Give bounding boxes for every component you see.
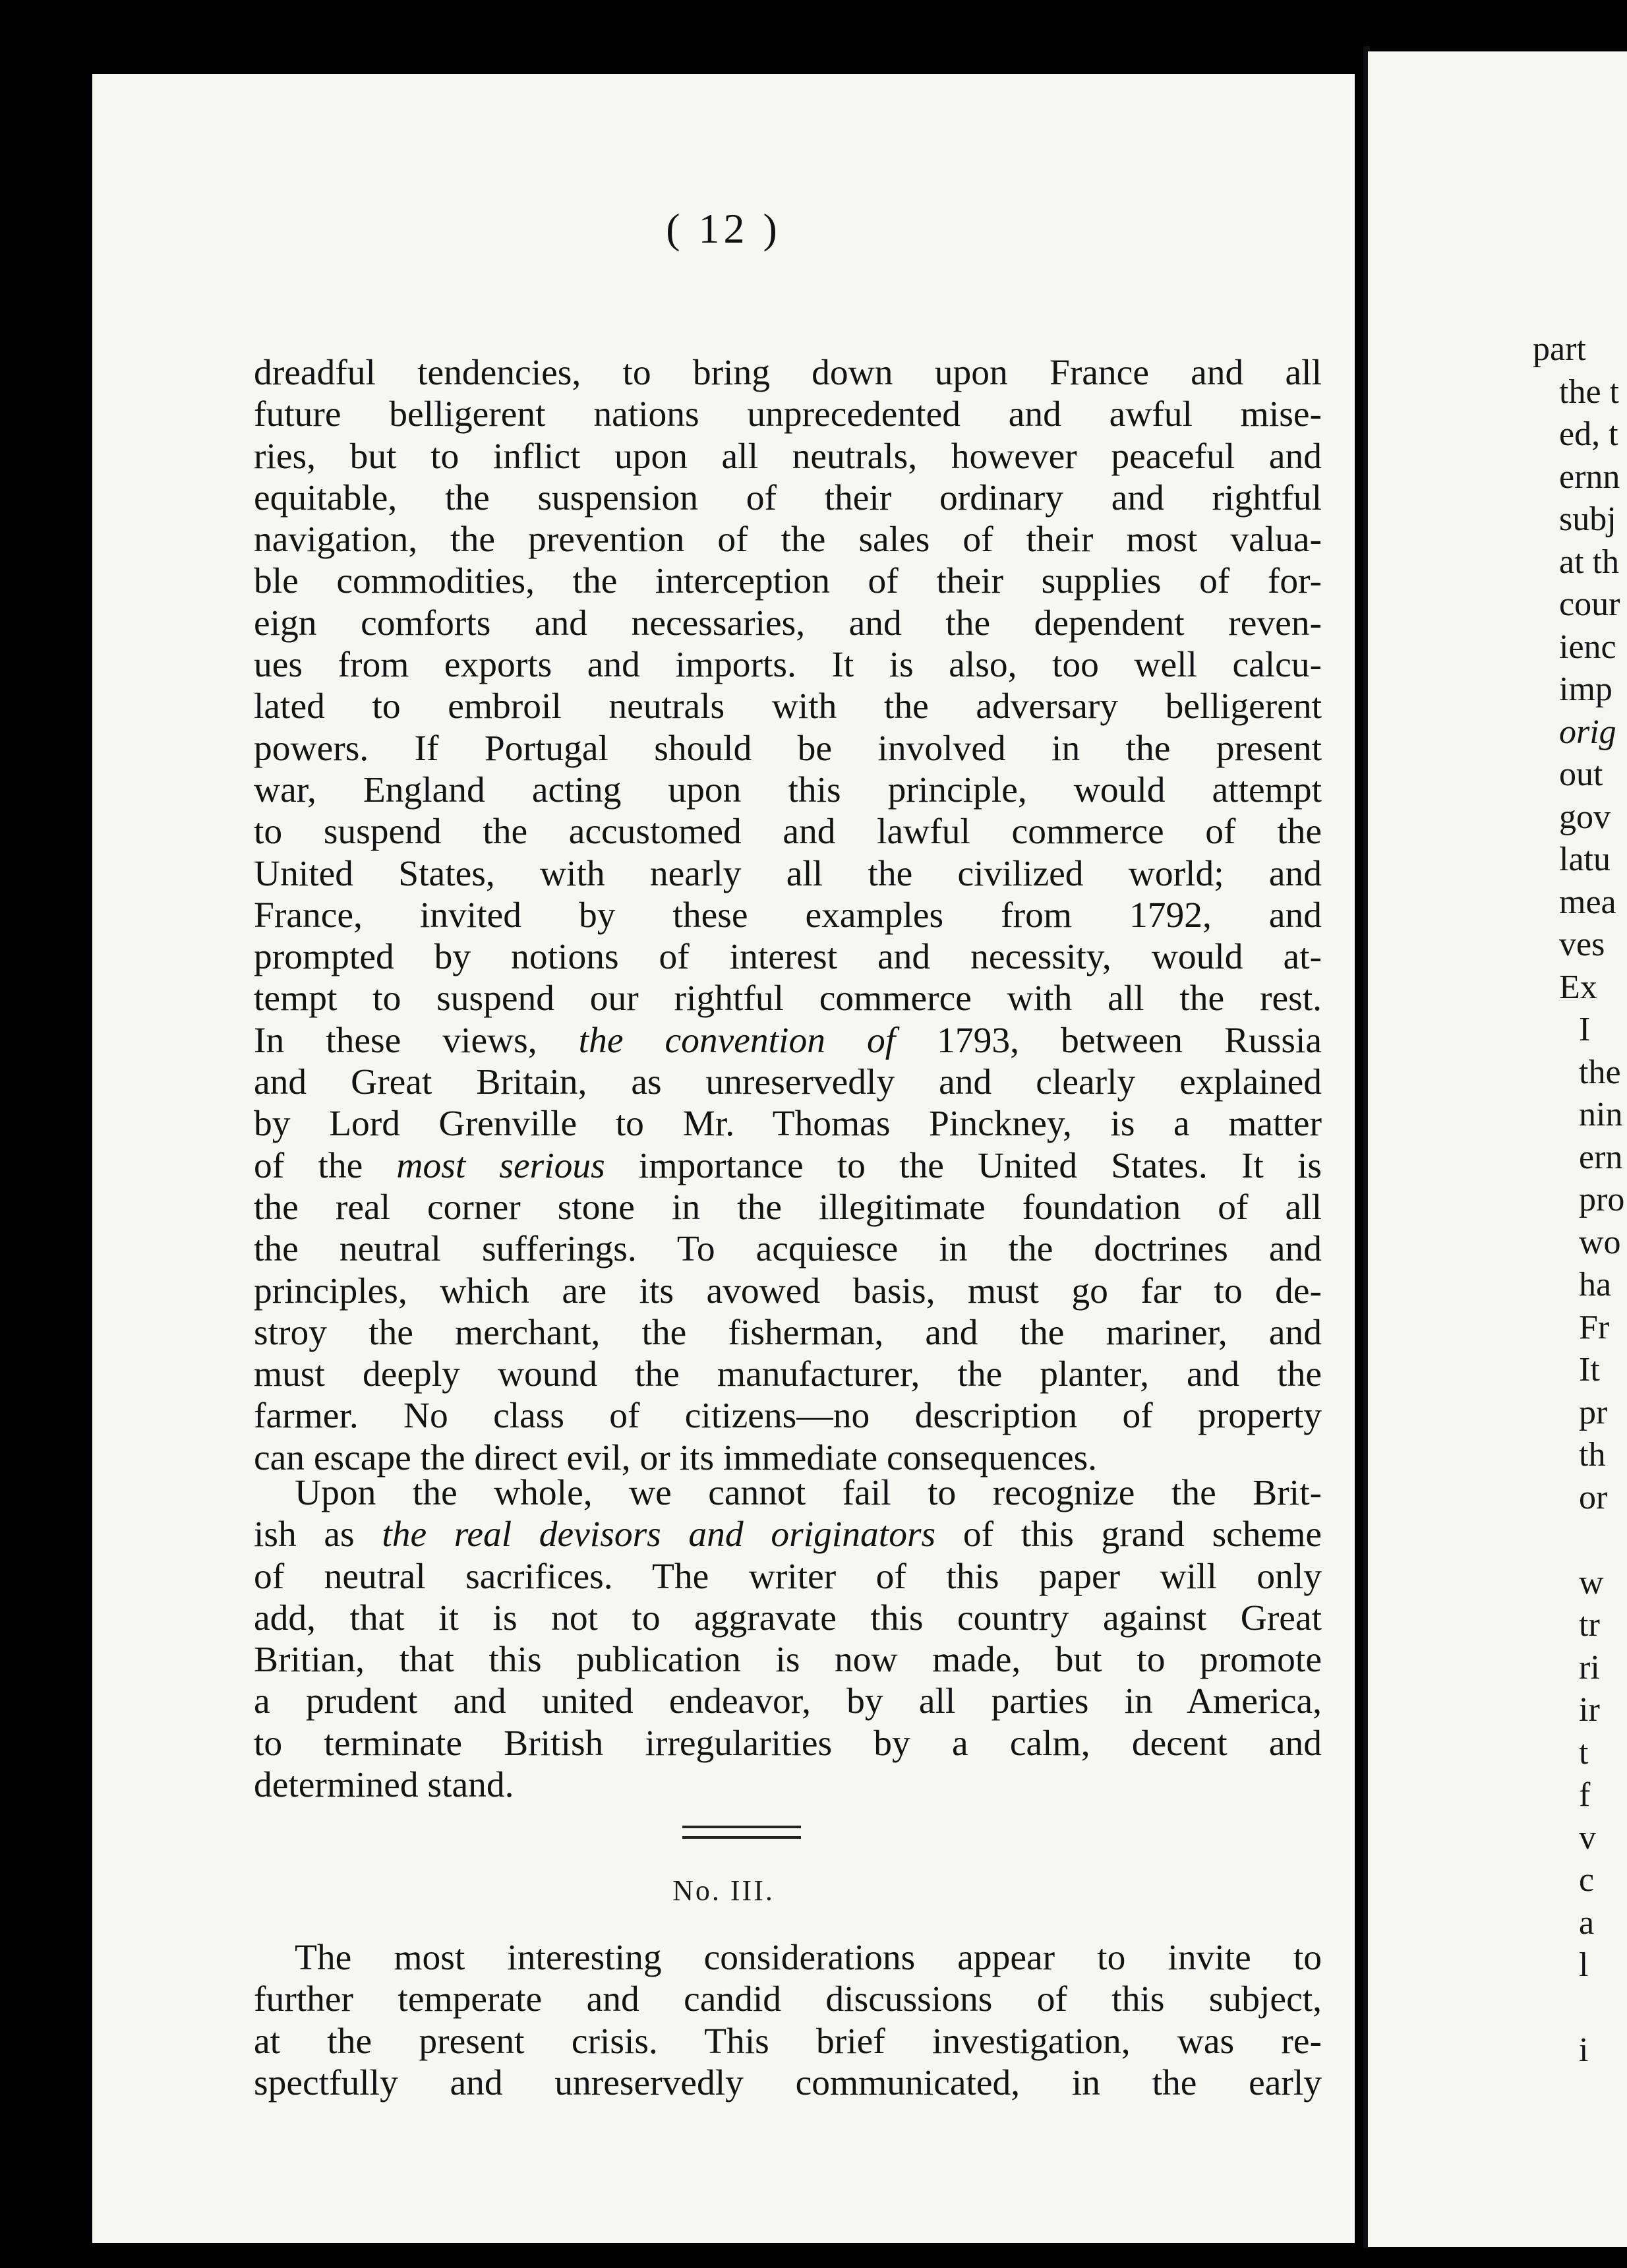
text-line: principles, which are its avowed basis, must go far to de- [254, 1270, 1322, 1311]
paragraph-2 [254, 1472, 1322, 1806]
text-line: ble commodities, the interception of their supplies of for- [254, 561, 1322, 602]
text-line: powers. If Portugal should be involved in the present [254, 728, 1322, 769]
text-line: eign comforts and necessaries, and the dependent reven- [254, 603, 1322, 643]
right-page-fragment: i [1579, 2031, 1589, 2069]
text-line: the real corner stone in the illegitimate foundation of all [254, 1187, 1322, 1228]
right-page-fragment: latu [1559, 841, 1611, 878]
right-page-fragment: orig [1559, 713, 1616, 751]
text-line: tempt to suspend our rightful commerce with all the rest. [254, 978, 1322, 1019]
right-page-fragment: ha [1579, 1266, 1612, 1303]
text-line: to terminate British irregularities by a calm, decent and [254, 1723, 1322, 1764]
right-page-fragment: w [1579, 1563, 1604, 1601]
text-line: stroy the merchant, the fisherman, and the mariner, and [254, 1312, 1322, 1353]
text-line: and Great Britain, as unreservedly and clearly explained [254, 1062, 1322, 1103]
right-page-fragment: t [1579, 1733, 1589, 1772]
italic-phrase: most serious [396, 1145, 605, 1186]
text-line: future belligerent nations unprecedented and awful mise- [254, 394, 1322, 435]
left-page [92, 74, 1355, 2243]
right-page-fragment: ienc [1559, 628, 1616, 666]
text-line: prompted by notions of interest and necessity, would at- [254, 937, 1322, 978]
section-divider [682, 1826, 801, 1839]
right-page-fragment: the [1579, 1053, 1621, 1091]
right-page-fragment: mea [1559, 883, 1616, 921]
text-line: of neutral sacrifices. The writer of this paper will only [254, 1556, 1322, 1597]
text-line: of the most serious importance to the United States. It is [254, 1145, 1322, 1186]
italic-phrase: the convention of [578, 1020, 896, 1061]
right-page-text [1368, 328, 1624, 2072]
text-line: determined stand. [254, 1765, 514, 1806]
right-page-fragment: I [1579, 1011, 1591, 1048]
right-page-fragment: pro [1579, 1181, 1625, 1218]
text-line: Britian, that this publication is now made, but to promote [254, 1640, 1322, 1681]
right-page-fragment: ir [1579, 1691, 1600, 1729]
text-line: ries, but to inflict upon all neutrals, however peaceful and [254, 436, 1322, 477]
right-page-fragment: or [1579, 1478, 1608, 1516]
right-page-fragment: wo [1579, 1223, 1621, 1261]
right-page-fragment: ernn [1559, 458, 1620, 496]
text-line: ish as the real devisors and originators of this grand scheme [254, 1514, 1322, 1555]
text-line: by Lord Grenville to Mr. Thomas Pinckney, is a matter [254, 1104, 1322, 1145]
right-page-fragment: the t [1559, 373, 1619, 411]
italic-phrase: the real devisors and originators [382, 1514, 936, 1555]
text-line: to suspend the accustomed and lawful commerce of the [254, 812, 1322, 852]
paragraph-1 [254, 352, 1322, 1479]
page-number: ( 12 ) [666, 205, 781, 252]
text-line: the neutral sufferings. To acquiesce in the doctrines and [254, 1229, 1322, 1270]
right-page-fragment: imp [1559, 671, 1612, 708]
right-page-fragment: a [1579, 1903, 1595, 1942]
text-line: war, England acting upon this principle, would attempt [254, 769, 1322, 810]
text-line: France, invited by these examples from 1792, and [254, 895, 1322, 936]
right-page-fragment: pr [1579, 1393, 1608, 1431]
text-line: In these views, the convention of 1793, between Russia [254, 1020, 1322, 1061]
text-line: a prudent and united endeavor, by all parties in America, [254, 1681, 1322, 1722]
right-page-fragment: nin [1579, 1096, 1623, 1133]
right-page-fragment [1368, 1519, 1624, 1562]
right-page-fragment: cour [1559, 585, 1620, 623]
right-page-fragment: th [1579, 1436, 1606, 1474]
right-page-fragment: subj [1559, 500, 1616, 538]
text-line: can escape the direct evil, or its immediate consequences. [254, 1437, 1098, 1478]
right-page-fragment: Ex [1559, 968, 1597, 1006]
right-page-fragment: ed, t [1559, 415, 1618, 453]
text-line: farmer. No class of citizens—no description of property [254, 1396, 1322, 1437]
text-line: Upon the whole, we cannot fail to recognize the Brit- [295, 1473, 1322, 1513]
right-page-fragment: It [1579, 1351, 1600, 1388]
right-page-fragment: ves [1559, 926, 1605, 963]
paragraph-3 [254, 1937, 1322, 2104]
text-line: at the present crisis. This brief investigation, was re- [254, 2021, 1322, 2062]
right-page-fragment: out [1559, 756, 1603, 793]
text-line: dreadful tendencies, to bring down upon France and all [254, 353, 1322, 393]
text-line: navigation, the prevention of the sales of their most valua- [254, 520, 1322, 560]
right-page-fragment: at th [1559, 543, 1619, 581]
text-line: The most interesting considerations appear to invite to [295, 1938, 1322, 1978]
right-page-fragment: v [1579, 1818, 1596, 1857]
right-page-fragment: l [1579, 1946, 1589, 1984]
text-line: lated to embroil neutrals with the adversary belligerent [254, 686, 1322, 727]
right-page-fragment [1368, 1987, 1624, 2030]
text-line: equitable, the suspension of their ordinary and rightful [254, 477, 1322, 518]
right-page-fragment: f [1579, 1776, 1591, 1814]
text-line: must deeply wound the manufacturer, the planter, and the [254, 1354, 1322, 1395]
right-page-fragment: ern [1579, 1138, 1623, 1176]
right-page-fragment: part [1533, 330, 1586, 368]
right-page-fragment: gov [1559, 798, 1611, 836]
right-page-fragment: Fr [1579, 1308, 1610, 1346]
section-heading: No. III. [672, 1874, 775, 1907]
right-page-fragment: tr [1579, 1606, 1600, 1644]
text-line: ues from exports and imports. It is also, too well calcu- [254, 645, 1322, 686]
text-line: add, that it is not to aggravate this country against Great [254, 1597, 1322, 1638]
text-line: further temperate and candid discussions of this subject, [254, 1979, 1322, 2020]
right-page [1368, 51, 1627, 2247]
text-line: spectfully and unreservedly communicated, in the early [254, 2062, 1322, 2103]
text-line: United States, with nearly all the civilized world; and [254, 853, 1322, 894]
right-page-fragment: ri [1579, 1648, 1600, 1686]
right-page-fragment: c [1579, 1861, 1595, 1899]
